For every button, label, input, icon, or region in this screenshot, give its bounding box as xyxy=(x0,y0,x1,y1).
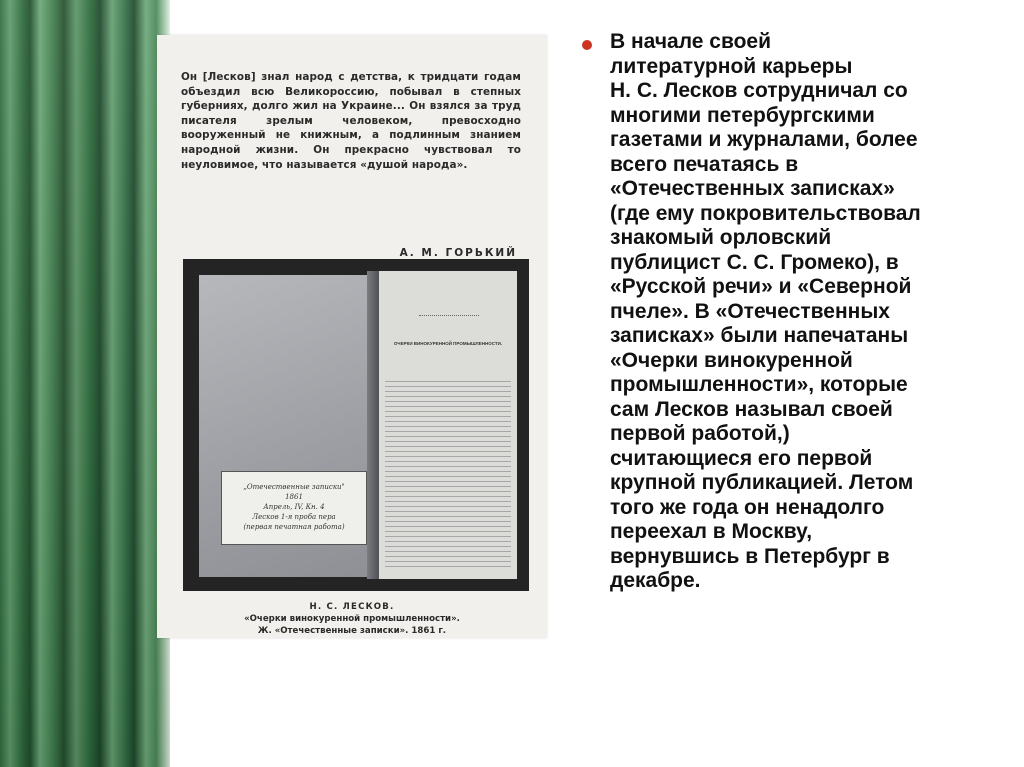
label-line: 1861 xyxy=(285,493,303,501)
book-page-scan xyxy=(157,35,547,638)
handwritten-note xyxy=(419,291,479,316)
bullet-icon xyxy=(582,40,592,50)
label-line: „Отечественные записки" xyxy=(243,483,345,491)
cover-label-card xyxy=(221,471,367,545)
gorky-quote: Он [Лесков] знал народ с детства, к тридцати годам объездил всю Великороссию, побывал в степных губерниях, долго жил на Украине... Он взялся за труд писателя зрелым человеком, превосходно вооруженный не книжным, а подлинным знанием народной жизни. Он прекрасно чувствовал то неуловимое, что называется «душой народа». xyxy=(181,71,521,171)
caption-title: «Очерки винокуренной промышленности». xyxy=(244,614,460,624)
label-line: (первая печатная работа) xyxy=(243,523,345,531)
label-line: Апрель, IV, Кн. 4 xyxy=(263,503,325,511)
label-line: Лесков 1-я проба пера xyxy=(252,513,336,521)
printed-text-lines xyxy=(385,381,511,571)
book-photo xyxy=(183,259,529,591)
book-cover-left xyxy=(199,275,371,577)
slide-body-text: В начале своей литературной карьеры Н. С. Лесков сотрудничал со многими петербургскими газетами и журналами, более всего печатаясь в «Отечественных записках» (где ему покровительствовал знакомый орловский публицист С. С. Громеко), в «Русской речи» и «Северной пчеле». В «Отечественных записках» были напечатаны «Очерки винокуренной промышленности», которые сам Лесков называл своей первой работой,) считающиеся его первой крупной публикацией. Летом того же года он ненадолго переехал в Москву, вернувшись в Петербург в декабре. xyxy=(610,30,921,592)
book-spine xyxy=(367,271,379,579)
caption-source: Ж. «Отечественные записки». 1861 г. xyxy=(257,626,447,636)
quote-author: А. М. ГОРЬКИЙ xyxy=(399,247,517,259)
scan-caption xyxy=(157,601,547,637)
caption-author: Н. С. ЛЕСКОВ. xyxy=(309,602,395,612)
book-page-title: ОЧЕРКИ ВИНОКУРЕННОЙ ПРОМЫШЛЕННОСТИ. xyxy=(393,341,503,346)
book-page-right xyxy=(379,271,517,579)
green-curtain-decoration xyxy=(0,0,170,767)
